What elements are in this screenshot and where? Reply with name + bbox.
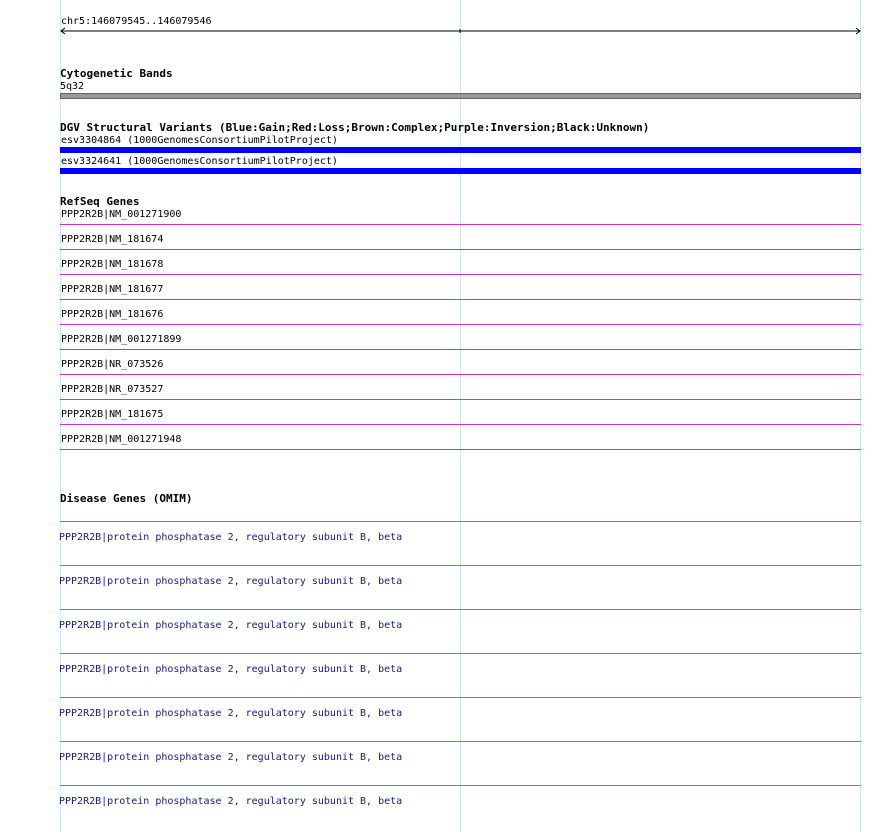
omim-gene-label[interactable]: PPP2R2B|protein phosphatase 2, regulatory subunit B, beta bbox=[59, 620, 403, 631]
refseq-gene-label[interactable]: PPP2R2B|NM_001271948 bbox=[61, 434, 182, 445]
refseq-gene-label[interactable]: PPP2R2B|NM_181677 bbox=[61, 284, 164, 295]
omim-gene-feature[interactable] bbox=[60, 521, 861, 522]
omim-gene-label[interactable]: PPP2R2B|protein phosphatase 2, regulatory subunit B, beta bbox=[59, 752, 403, 763]
refseq-track-title: RefSeq Genes bbox=[60, 195, 140, 208]
refseq-gene-label[interactable]: PPP2R2B|NM_001271899 bbox=[61, 334, 182, 345]
omim-gene-feature[interactable] bbox=[60, 697, 861, 698]
omim-gene-label[interactable]: PPP2R2B|protein phosphatase 2, regulatory subunit B, beta bbox=[59, 664, 403, 675]
cytoband-track-title: Cytogenetic Bands bbox=[60, 67, 173, 80]
refseq-gene-feature[interactable] bbox=[60, 374, 861, 375]
dgv-item-label: esv3324641 (1000GenomesConsortiumPilotProject) bbox=[61, 156, 338, 167]
omim-gene-feature[interactable] bbox=[60, 785, 861, 786]
refseq-gene-label[interactable]: PPP2R2B|NM_001271900 bbox=[61, 209, 182, 220]
refseq-gene-feature[interactable] bbox=[60, 324, 861, 325]
guide-line-right bbox=[860, 0, 861, 832]
refseq-gene-feature[interactable] bbox=[60, 224, 861, 225]
refseq-gene-label[interactable]: PPP2R2B|NR_073527 bbox=[61, 384, 164, 395]
refseq-gene-label[interactable]: PPP2R2B|NM_181675 bbox=[61, 409, 164, 420]
dgv-track-title: DGV Structural Variants (Blue:Gain;Red:Loss;Brown:Complex;Purple:Inversion;Black:Unknown) bbox=[60, 121, 650, 134]
refseq-gene-label[interactable]: PPP2R2B|NR_073526 bbox=[61, 359, 164, 370]
omim-gene-label[interactable]: PPP2R2B|protein phosphatase 2, regulatory subunit B, beta bbox=[59, 796, 403, 807]
omim-gene-label[interactable]: PPP2R2B|protein phosphatase 2, regulatory subunit B, beta bbox=[59, 576, 403, 587]
omim-gene-label[interactable]: PPP2R2B|protein phosphatase 2, regulatory subunit B, beta bbox=[59, 532, 403, 543]
refseq-gene-label[interactable]: PPP2R2B|NM_181678 bbox=[61, 259, 164, 270]
omim-gene-label[interactable]: PPP2R2B|protein phosphatase 2, regulatory subunit B, beta bbox=[59, 708, 403, 719]
refseq-gene-feature[interactable] bbox=[60, 424, 861, 425]
cytoband-bar[interactable] bbox=[60, 93, 861, 99]
refseq-gene-label[interactable]: PPP2R2B|NM_181674 bbox=[61, 234, 164, 245]
omim-track-title: Disease Genes (OMIM) bbox=[60, 492, 193, 505]
refseq-gene-feature[interactable] bbox=[60, 299, 861, 300]
ruler-label: chr5:146079545..146079546 bbox=[61, 16, 212, 27]
dgv-variant-bar[interactable] bbox=[60, 147, 861, 153]
omim-gene-feature[interactable] bbox=[60, 653, 861, 654]
omim-gene-feature[interactable] bbox=[60, 565, 861, 566]
refseq-gene-feature[interactable] bbox=[60, 349, 861, 350]
refseq-gene-label[interactable]: PPP2R2B|NM_181676 bbox=[61, 309, 164, 320]
refseq-gene-feature[interactable] bbox=[60, 449, 861, 450]
omim-gene-feature[interactable] bbox=[60, 741, 861, 742]
dgv-variant-bar[interactable] bbox=[60, 168, 861, 174]
refseq-gene-feature[interactable] bbox=[60, 274, 861, 275]
ruler-axis bbox=[60, 26, 862, 36]
omim-gene-feature[interactable] bbox=[60, 609, 861, 610]
cytoband-label: 5q32 bbox=[60, 81, 85, 92]
refseq-gene-feature[interactable] bbox=[60, 399, 861, 400]
dgv-item-label: esv3304864 (1000GenomesConsortiumPilotProject) bbox=[61, 135, 338, 146]
refseq-gene-feature[interactable] bbox=[60, 249, 861, 250]
